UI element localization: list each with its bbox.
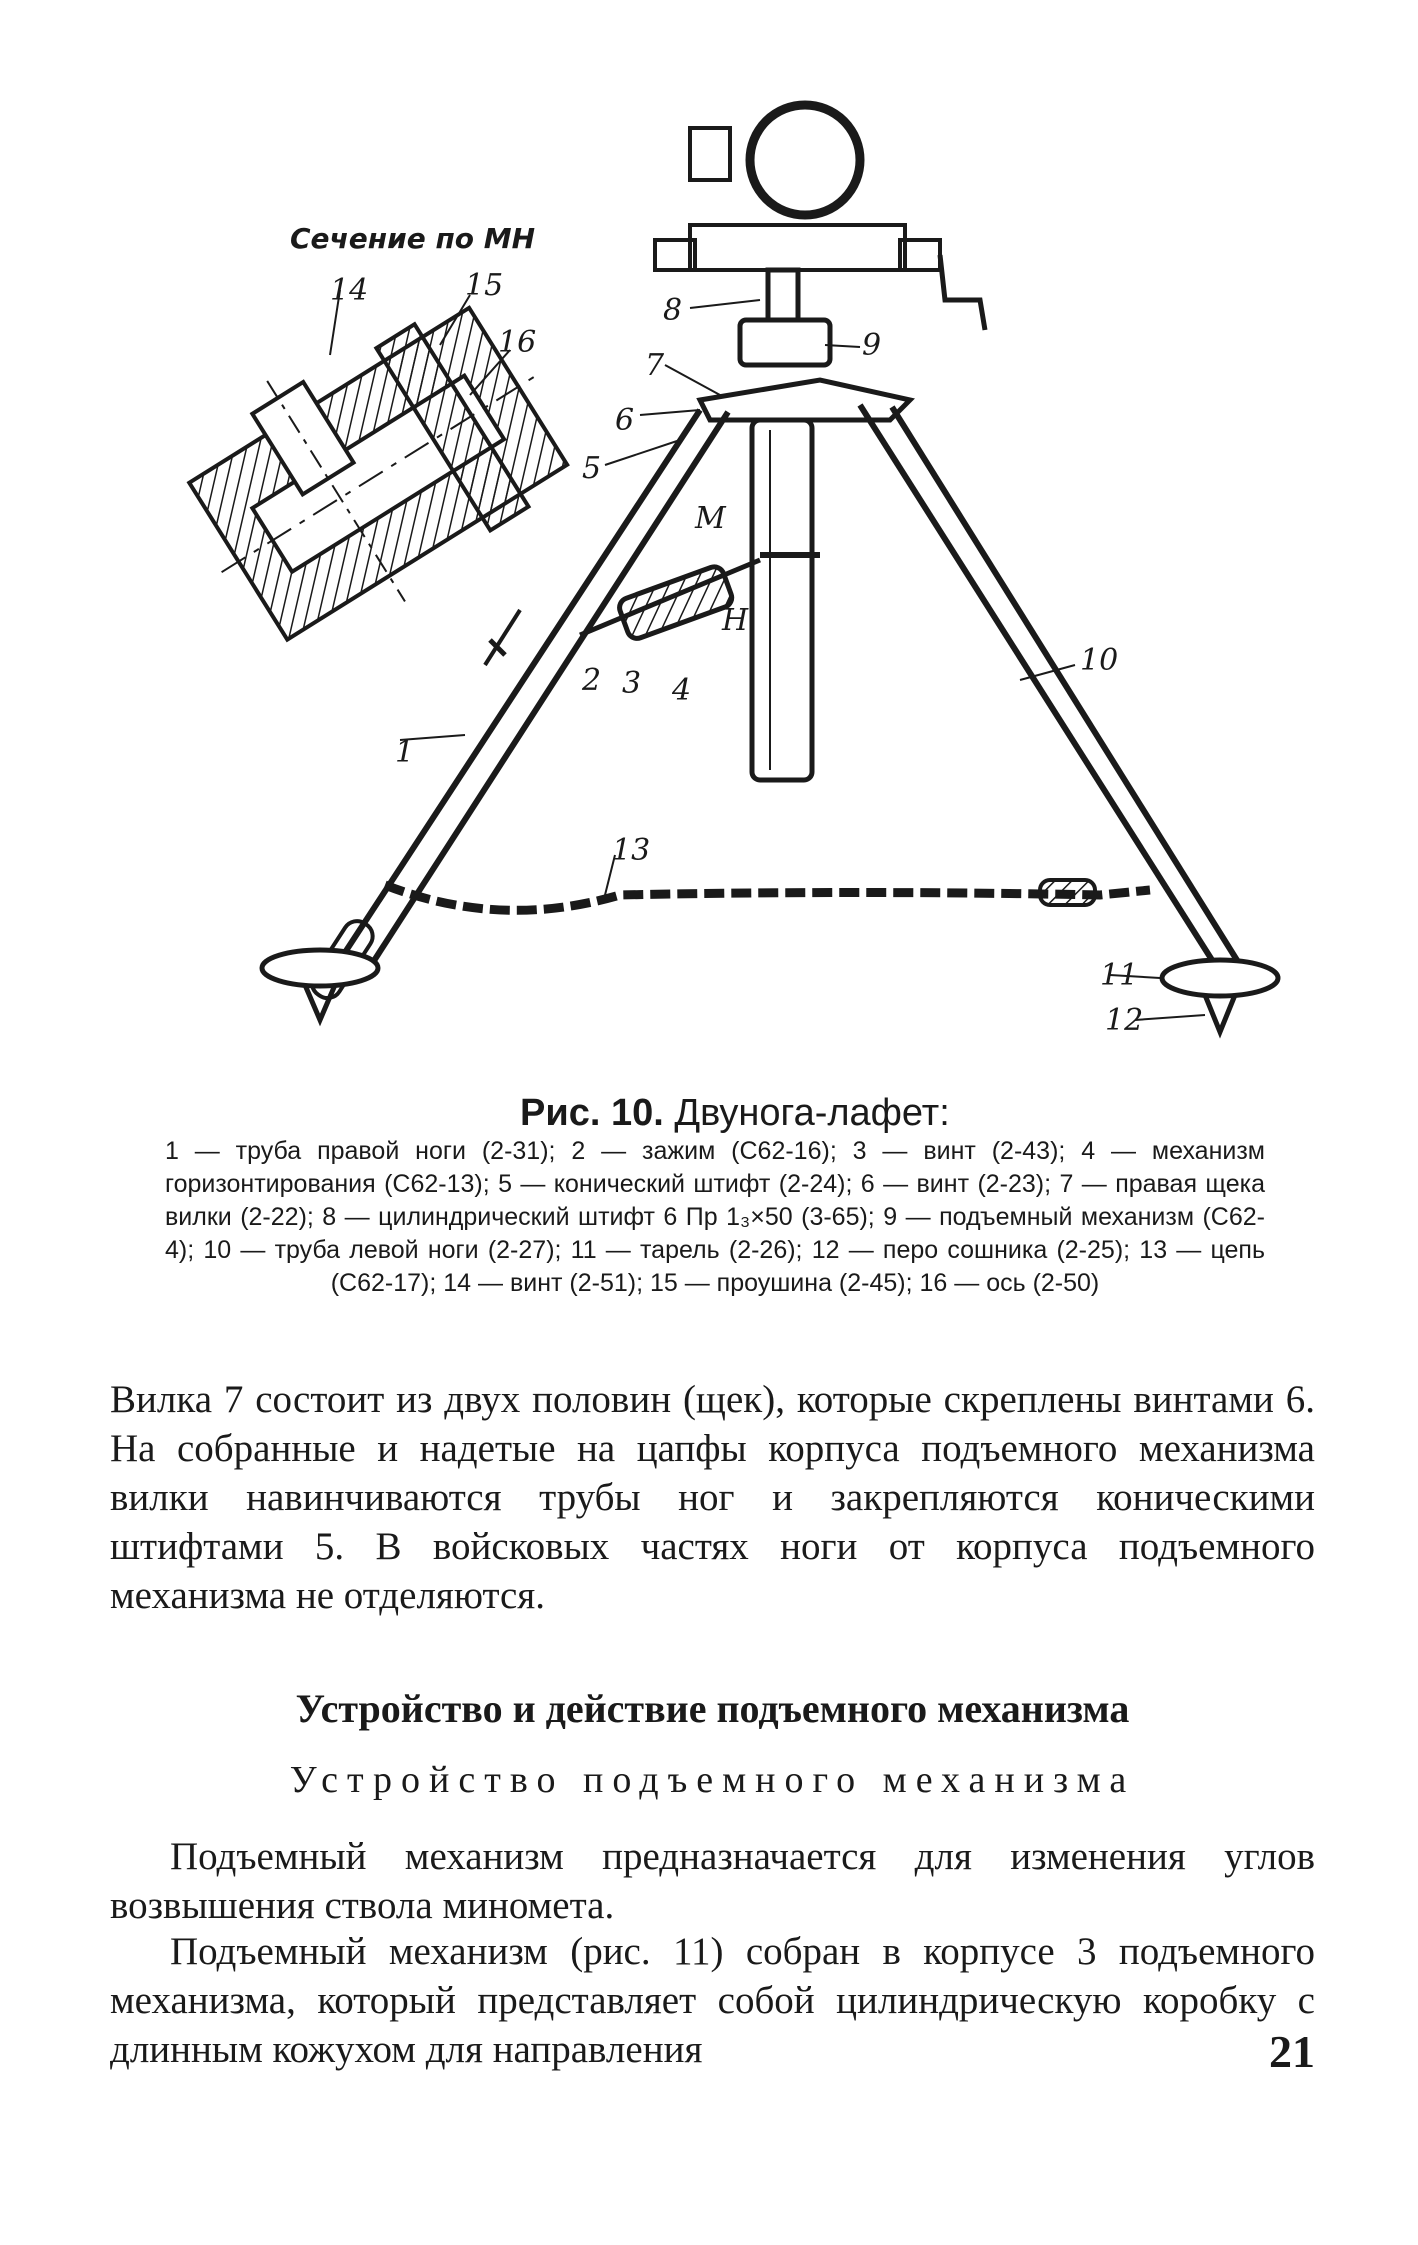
label-M: М	[695, 501, 726, 536]
label-15: 15	[465, 268, 504, 303]
label-5: 5	[582, 451, 602, 486]
label-12: 12	[1105, 1003, 1144, 1038]
label-11: 11	[1100, 958, 1139, 993]
paragraph-1: Вилка 7 состоит из двух половин (щек), которые скреплены винтами 6. На собранные и надетые на цапфы корпуса подъемного механизма вилки навинчиваются трубы ног и закрепляются коническими штифтами 5. В войсковых частях ноги от корпуса подъемного механизма не отделяются.	[110, 1378, 1315, 1617]
label-H: Н	[722, 603, 749, 638]
label-14: 14	[330, 273, 369, 308]
page-number: 21	[1269, 2026, 1315, 2077]
label-16: 16	[498, 325, 537, 360]
section-subheading: Устройство подъемного механизма	[289, 1759, 1136, 1801]
section-drawing	[148, 222, 600, 676]
figure-title: Двунога-лафет:	[674, 1092, 950, 1134]
label-8: 8	[663, 293, 683, 328]
label-13: 13	[612, 833, 651, 868]
label-6: 6	[615, 403, 635, 438]
figure-caption-title	[520, 1092, 1220, 1135]
label-1: 1	[395, 735, 415, 770]
paragraph-3: Подъемный механизм (рис. 11) собран в корпусе 3 подъемного механизма, который представляет собой цилиндрическую коробку с длинным кожухом для направления	[110, 1930, 1315, 2071]
label-4: 4	[672, 673, 692, 708]
label-7: 7	[645, 348, 665, 383]
label-9: 9	[862, 328, 882, 363]
label-10: 10	[1080, 643, 1119, 678]
paragraph-2: Подъемный механизм предназначается для изменения углов возвышения ствола миномета.	[110, 1835, 1315, 1927]
label-3: 3	[622, 666, 642, 701]
tripod-figure	[0, 0, 1418, 1090]
figure-legend: 1 — труба правой ноги (2-31); 2 — зажим (С62-16); 3 — винт (2-43); 4 — механизм горизонтирования (С62-13); 5 — конический штифт (2-24); 6 — винт (2-23); 7 — правая щека вилки (2-22); 8 — цилиндрический штифт 6 Пр 1₃×50 (3-65); 9 — подъемный механизм (С62-4); 10 — труба левой ноги (2-27); 11 — тарель (2-26); 12 — перо сошника (2-25); 13 — цепь (С62-17); 14 — винт (2-51); 15 — проушина (2-45); 16 — ось (2-50)	[165, 1137, 1265, 1297]
figure-number: Рис. 10.	[520, 1092, 664, 1134]
section-label: Сечение по МН	[290, 222, 536, 255]
section-heading: Устройство и действие подъемного механизма	[295, 1686, 1130, 1731]
label-2: 2	[582, 663, 602, 698]
